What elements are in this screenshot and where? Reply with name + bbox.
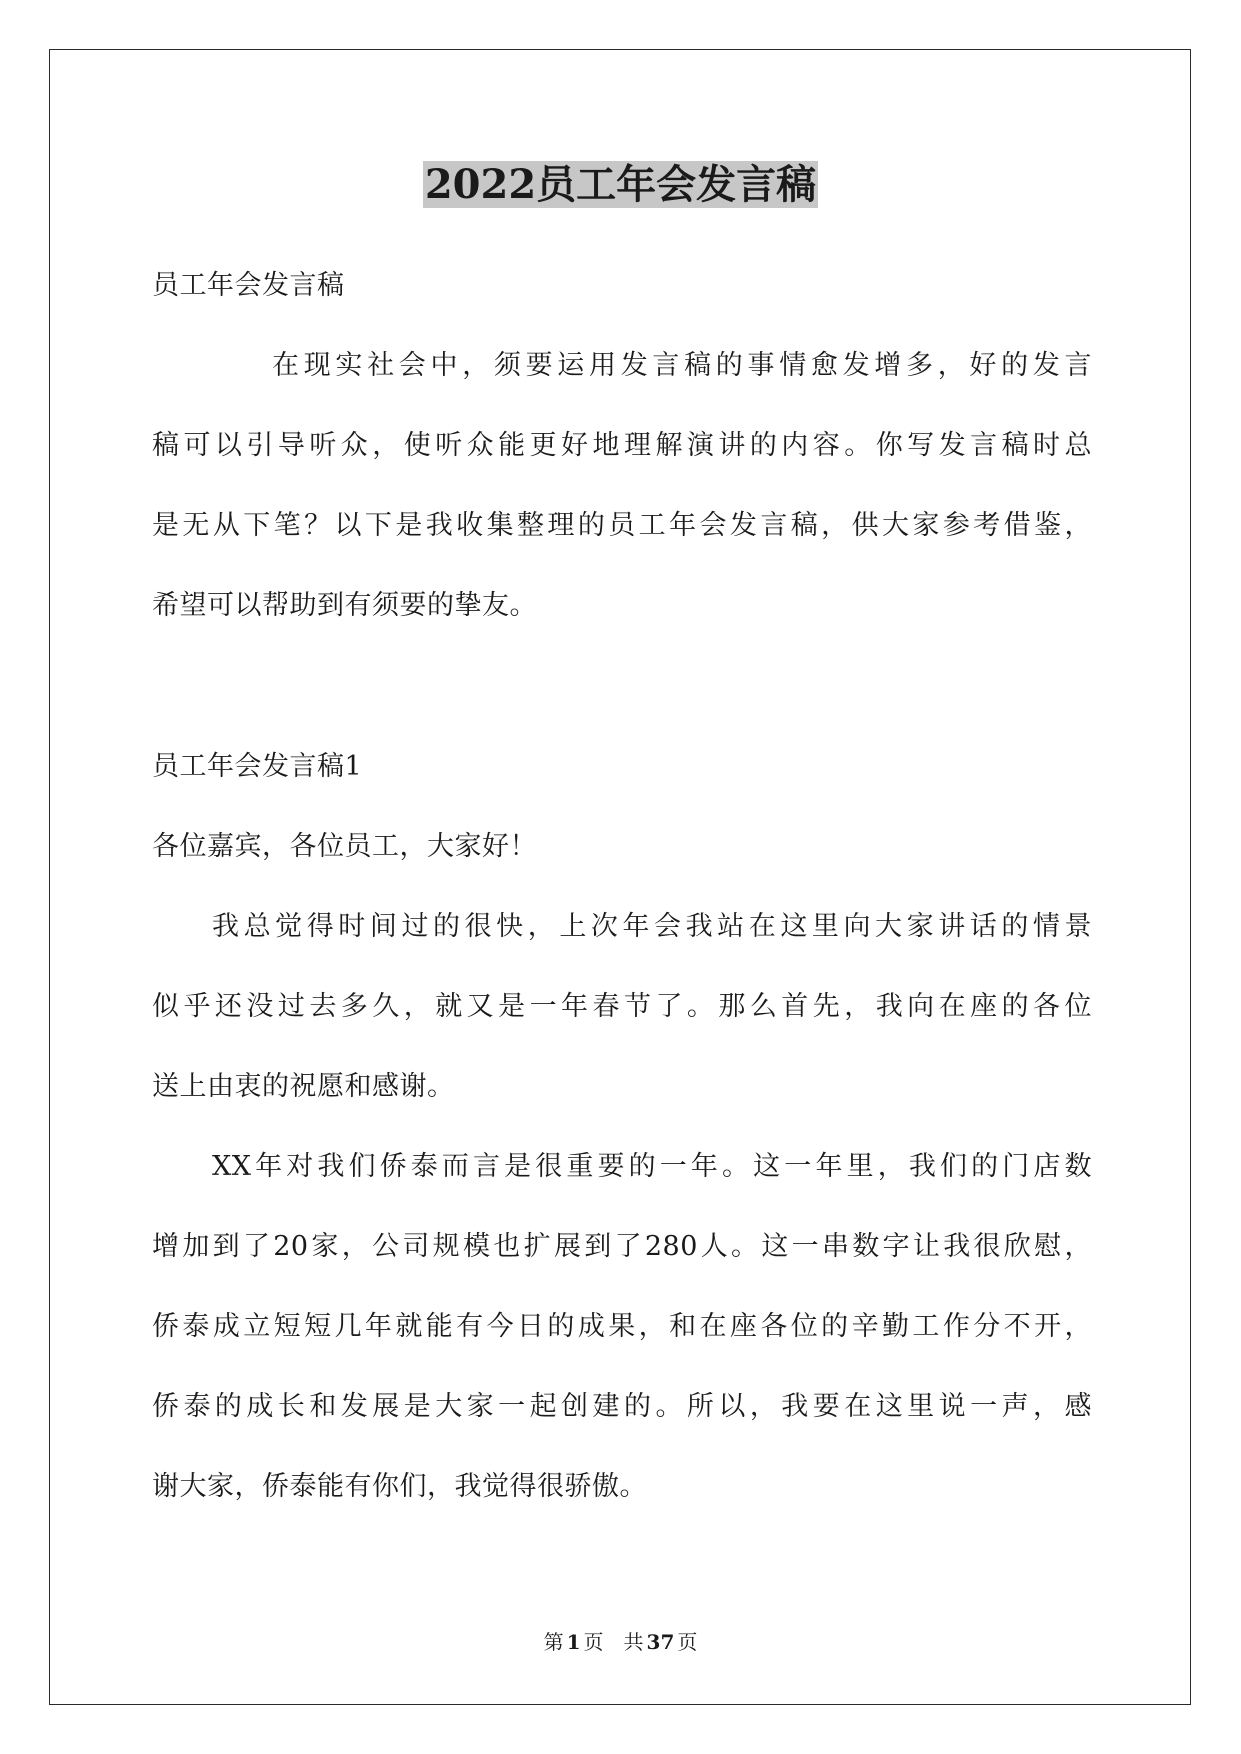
para2-line-4: 侨泰的成长和发展是大家一起创建的。所以，我要在这里说一声，感 — [152, 1391, 1092, 1422]
intro-line-4: 希望可以帮助到有须要的挚友。 — [152, 590, 537, 621]
page-total: 37 — [646, 1630, 675, 1654]
subtitle: 员工年会发言稿 — [152, 270, 345, 301]
document-title — [0, 157, 1241, 213]
intro-line-1: 在现实社会中，须要运用发言稿的事情愈发增多，好的发言 — [272, 350, 1092, 381]
para2-line-5: 谢大家，侨泰能有你们，我觉得很骄傲。 — [152, 1471, 647, 1502]
total-suffix: 页 — [677, 1630, 698, 1654]
para1-line-3: 送上由衷的祝愿和感谢。 — [152, 1071, 455, 1102]
page-footer — [0, 1628, 1241, 1656]
section-heading: 员工年会发言稿1 — [152, 751, 363, 782]
para2-line-3: 侨泰成立短短几年就能有今日的成果，和在座各位的辛勤工作分不开， — [152, 1311, 1092, 1342]
intro-line-3: 是无从下笔？以下是我收集整理的员工年会发言稿，供大家参考借鉴， — [152, 510, 1092, 541]
para2-line-2: 增加到了20家，公司规模也扩展到了280人。这一串数字让我很欣慰， — [152, 1231, 1092, 1262]
total-prefix: 共 — [623, 1630, 644, 1654]
para1-line-2: 似乎还没过去多久，就又是一年春节了。那么首先，我向在座的各位 — [152, 991, 1092, 1022]
document-title-text: 2022员工年会发言稿 — [424, 161, 817, 208]
para1-line-1: 我总觉得时间过的很快，上次年会我站在这里向大家讲话的情景 — [212, 911, 1092, 942]
page-current: 1 — [566, 1630, 581, 1654]
para2-line-1: XX年对我们侨泰而言是很重要的一年。这一年里，我们的门店数 — [212, 1151, 1092, 1182]
page-prefix: 第 — [543, 1630, 564, 1654]
intro-line-2: 稿可以引导听众，使听众能更好地理解演讲的内容。你写发言稿时总 — [152, 430, 1092, 461]
page-suffix: 页 — [583, 1630, 604, 1654]
greeting: 各位嘉宾，各位员工，大家好！ — [152, 831, 537, 862]
